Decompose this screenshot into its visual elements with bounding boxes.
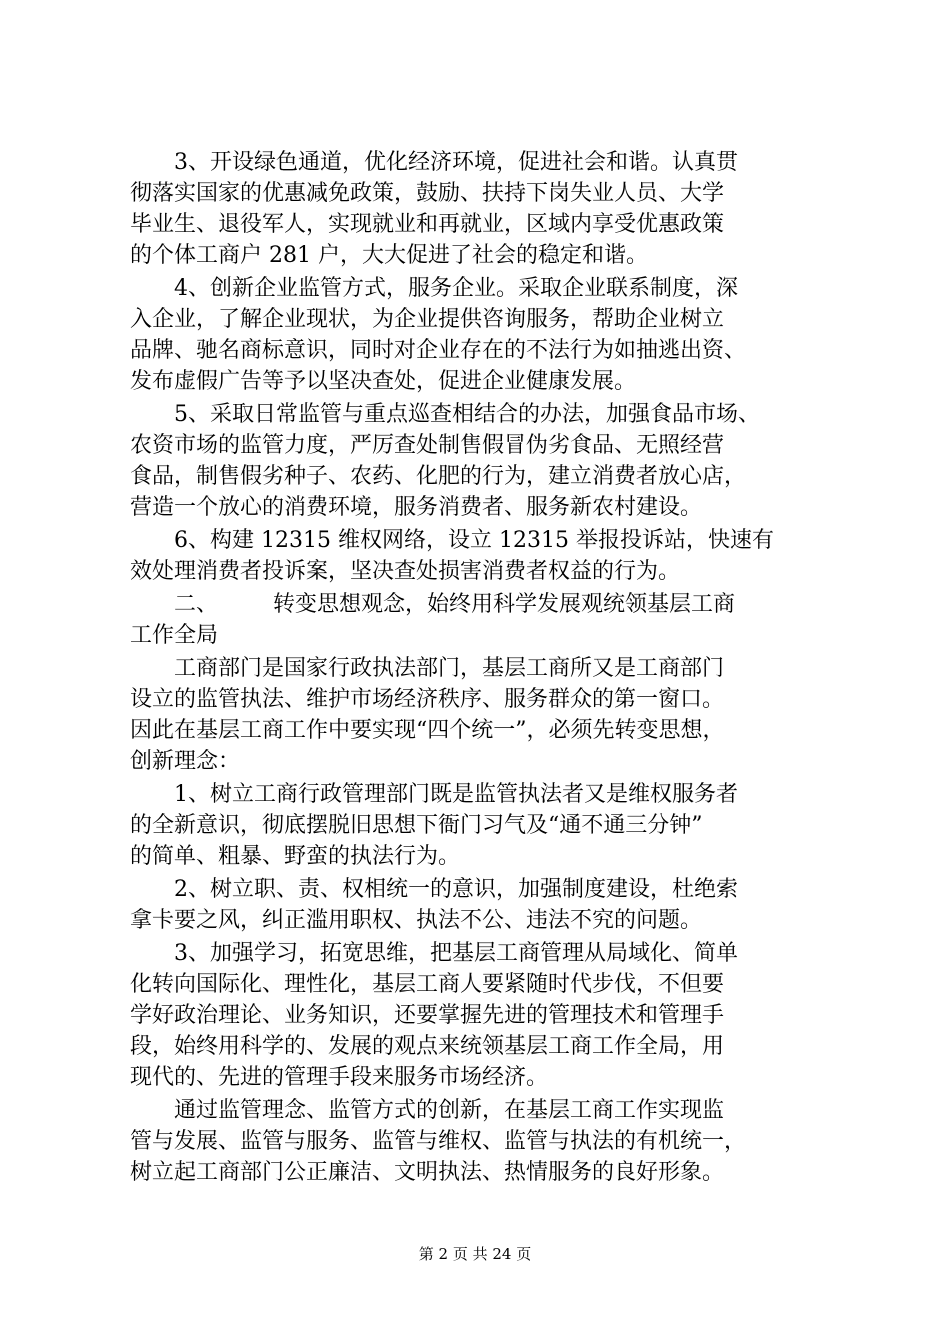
text-line: 6、构建 12315 维权网络，设立 12315 举报投诉站，快速有 — [130, 528, 774, 553]
text-line: 发布虚假广告等予以坚决查处，促进企业健康发展。 — [130, 369, 637, 394]
text-line: 创新理念： — [130, 749, 241, 774]
text-line: 段，始终用科学的、发展的观点来统领基层工商工作全局，用 — [130, 1034, 725, 1059]
text-line: 学好政治理论、业务知识，还要掌握先进的管理技术和管理手 — [130, 1003, 725, 1028]
text-line: 效处理消费者投诉案，坚决查处损害消费者权益的行为。 — [130, 559, 681, 584]
text-line: 3、加强学习，拓宽思维，把基层工商管理从局域化、简单 — [130, 941, 738, 966]
text-line: 二、 转变思想观念，始终用科学发展观统领基层工商 — [130, 592, 736, 617]
text-line: 品牌、驰名商标意识，同时对企业存在的不法行为如抽逃出资、 — [130, 338, 747, 363]
text-line: 食品，制售假劣种子、农药、化肥的行为，建立消费者放心店， — [130, 464, 747, 489]
text-line: 入企业，了解企业现状，为企业提供咨询服务，帮助企业树立 — [130, 307, 725, 332]
text-line: 毕业生、退役军人，实现就业和再就业，区域内享受优惠政策 — [130, 212, 725, 237]
text-line: 5、采取日常监管与重点巡查相结合的办法，加强食品市场、 — [130, 402, 760, 427]
text-line: 营造一个放心的消费环境，服务消费者、服务新农村建设。 — [130, 495, 703, 520]
page-number-footer: 第 2 页 共 24 页 — [418, 1245, 532, 1263]
text-line: 2、树立职、责、权相统一的意识，加强制度建设，杜绝索 — [130, 877, 738, 902]
text-line: 4、创新企业监管方式，服务企业。采取企业联系制度，深 — [130, 276, 738, 301]
text-line: 设立的监管执法、维护市场经济秩序、服务群众的第一窗口。 — [130, 687, 725, 712]
text-line: 1、树立工商行政管理部门既是监管执法者又是维权服务者 — [130, 782, 738, 807]
text-line: 的全新意识，彻底摆脱旧思想下衙门习气及“通不通三分钟” — [130, 813, 703, 838]
text-line: 的个体工商户 281 户，大大促进了社会的稳定和谐。 — [130, 243, 648, 268]
text-line: 彻落实国家的优惠减免政策，鼓励、扶持下岗失业人员、大学 — [130, 181, 725, 206]
text-line: 的简单、粗暴、野蛮的执法行为。 — [130, 844, 461, 869]
text-line: 树立起工商部门公正廉洁、文明执法、热情服务的良好形象。 — [130, 1160, 725, 1185]
text-line: 3、开设绿色通道，优化经济环境，促进社会和谐。认真贯 — [130, 150, 738, 175]
text-line: 通过监管理念、监管方式的创新，在基层工商工作实现监 — [130, 1098, 725, 1123]
text-line: 管与发展、监管与服务、监管与维权、监管与执法的有机统一， — [130, 1129, 747, 1154]
text-line: 工商部门是国家行政执法部门，基层工商所又是工商部门 — [130, 656, 725, 681]
text-line: 拿卡要之风，纠正滥用职权、执法不公、违法不究的问题。 — [130, 908, 703, 933]
text-line: 农资市场的监管力度，严厉查处制售假冒伪劣食品、无照经营 — [130, 433, 725, 458]
text-line: 工作全局 — [130, 623, 219, 648]
text-line: 化转向国际化、理性化，基层工商人要紧随时代步伐，不但要 — [130, 972, 725, 997]
text-line: 因此在基层工商工作中要实现“四个统一”，必须先转变思想， — [130, 718, 725, 743]
text-line: 现代的、先进的管理手段来服务市场经济。 — [130, 1065, 549, 1090]
